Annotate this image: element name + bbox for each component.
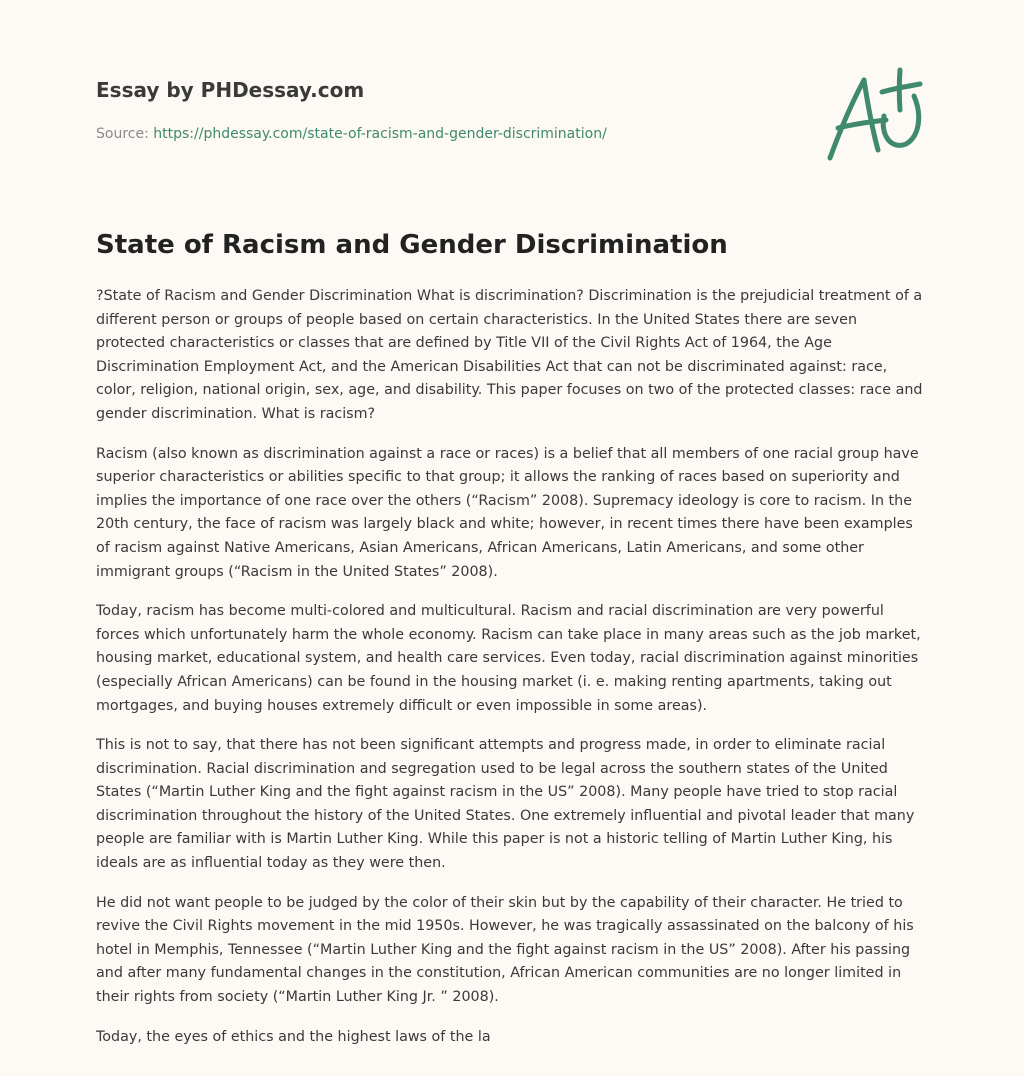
essay-paragraph: ?State of Racism and Gender Discrimination What is discrimination? Discrimination is the prejudicial treatment of a different person or groups of people based on certain characteristics. In the United States there are seven protected characteristics or classes that are defined by Title VII of the Civil Rights Act of 1964, the Age Discrimination Employment Act, and the American Disabilities Act that can not be discriminated against: race, color, religion, national origin, sex, age, and disability. This paper focuses on two of the protected classes: race and gender discrimination. What is racism? — [96, 288, 923, 422]
site-brand: Essay by PHDessay.com — [96, 78, 365, 102]
essay-title: State of Racism and Gender Discrimination — [96, 230, 728, 260]
a-plus-grade-icon — [820, 66, 930, 166]
essay-paragraph: Today, the eyes of ethics and the highest laws of the la — [96, 1028, 491, 1045]
essay-paragraph: Today, racism has become multi-colored and multicultural. Racism and racial discrimination are very powerful forces which unfortunately harm the whole economy. Racism can take place in many areas such as the job market, housing market, educational system, and health care services. Even today, racial discrimination against minorities (especially African Americans) can be found in the housing market (i. e. making renting apartments, taking out mortgages, and buying houses extremely difficult or even impossible in some areas). — [96, 603, 921, 714]
source-label: Source: — [96, 126, 154, 142]
source-line — [96, 124, 796, 144]
page-header — [96, 76, 796, 144]
essay-paragraph: He did not want people to be judged by the color of their skin but by the capability of their character. He tried to revive the Civil Rights movement in the mid 1950s. However, he was tragically assassinated on the balcony of his hotel in Memphis, Tennessee (“Martin Luther King and the fight against racism in the US” 2008). After his passing and after many fundamental changes in the constitution, African American communities are no longer limited in their rights from society (“Martin Luther King Jr. ” 2008). — [96, 894, 914, 1006]
essay-paragraph: Racism (also known as discrimination against a race or races) is a belief that all members of one racial group have superior characteristics or abilities specific to that group; it allows the ranking of races based on superiority and implies the importance of one race over the others (“Racism” 2008). Supremacy ideology is core to racism. In the 20th century, the face of racism was largely black and white; however, in recent times there have been examples of racism against Native Americans, Asian Americans, African Americans, Latin Americans, and some other immigrant groups (“Racism in the United States” 2008). — [96, 445, 919, 580]
essay-body — [96, 285, 928, 1065]
essay-paragraph: This is not to say, that there has not been significant attempts and progress made, in order to eliminate racial discrimination. Racial discrimination and segregation used to be legal across the southern states of the United States (“Martin Luther King and the fight against racism in the US” 2008). Many people have tried to stop racial discrimination throughout the history of the United States. One extremely influential and pivotal leader that many people are familiar with is Martin Luther King. While this paper is not a historic telling of Martin Luther King, his ideals are as influential today as they were then. — [96, 737, 915, 872]
source-link[interactable]: https://phdessay.com/state-of-racism-and-gender-discrimination/ — [153, 126, 607, 142]
